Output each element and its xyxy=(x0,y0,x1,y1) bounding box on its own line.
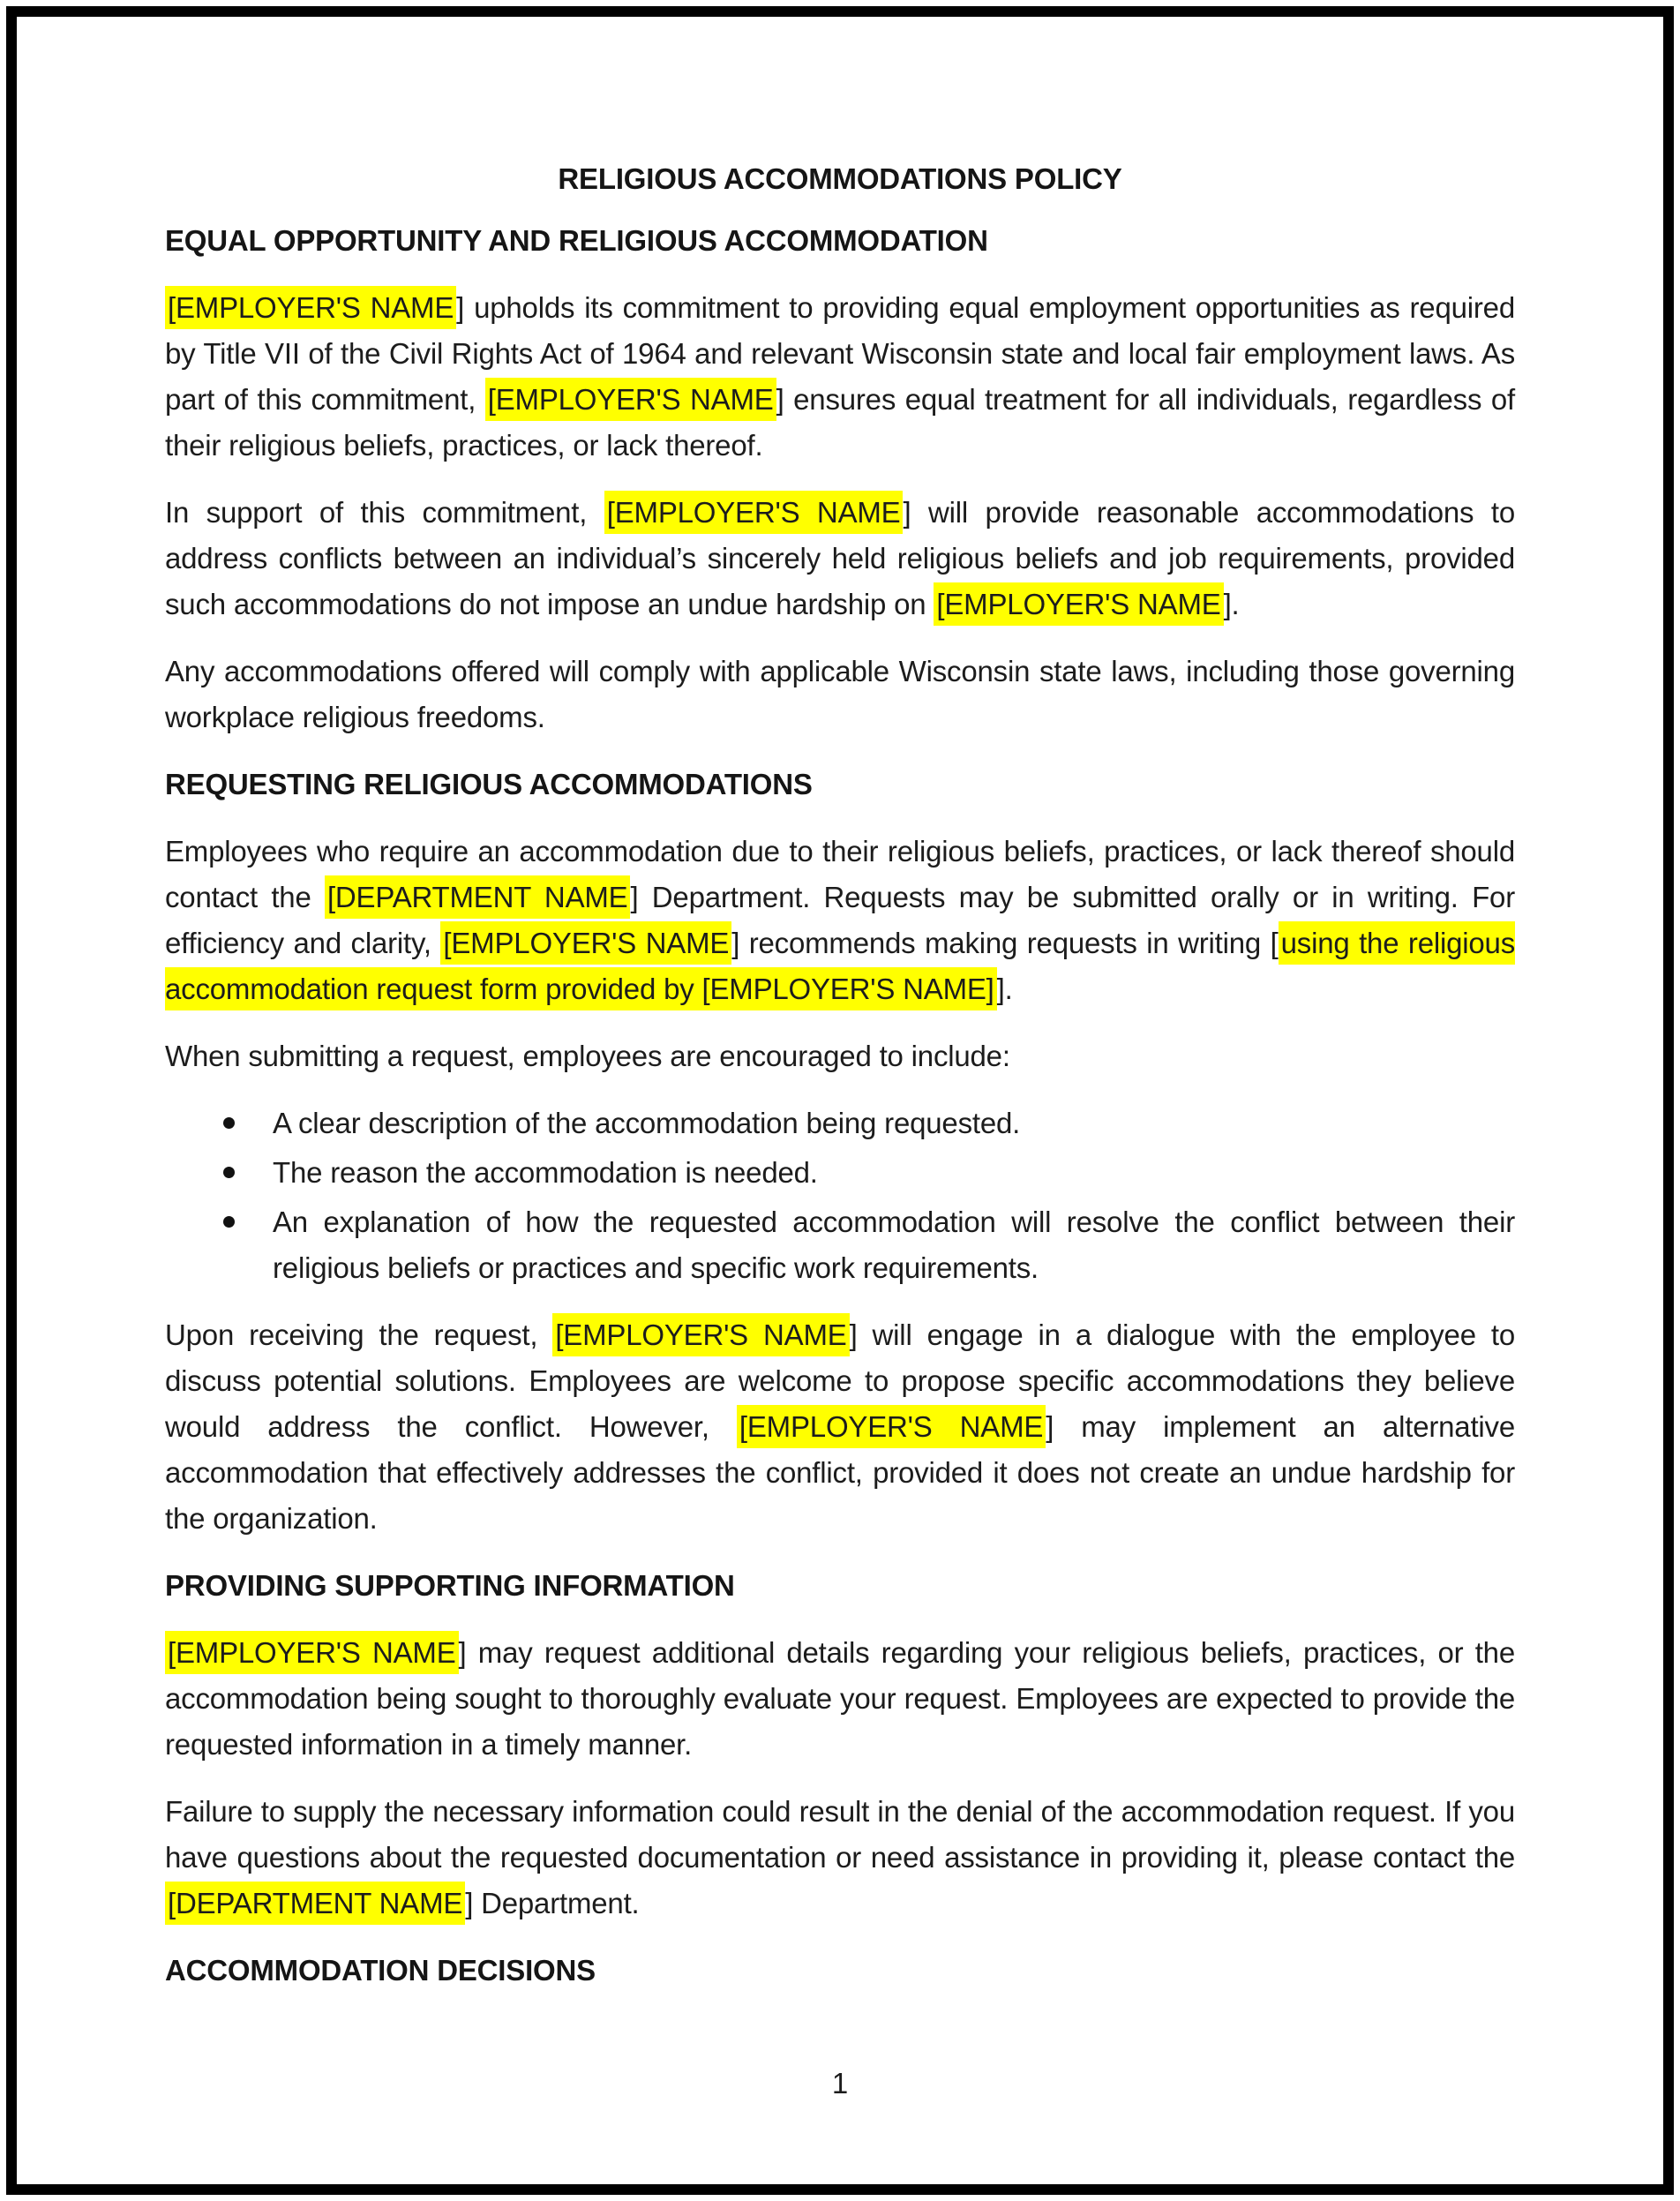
section-heading-accommodation-decisions: ACCOMMODATION DECISIONS xyxy=(165,1954,596,1987)
text-run: ]. xyxy=(1223,588,1240,620)
list-item-text: The reason the accommodation is needed. xyxy=(273,1156,818,1189)
list-item xyxy=(165,1100,1515,1146)
list-item-text: A clear description of the accommodation being requested. xyxy=(273,1107,1021,1139)
text-run: ] Department. Requests may be submitted orally or in writing. For efficiency and clarity, xyxy=(165,881,1515,959)
paragraph-how-to-request xyxy=(165,829,1515,1012)
text-run: ] will engage in a dialogue with the employee to discuss potential solutions. Employees are welcome to propose specific accommodations they believe would address the conflict. However, xyxy=(165,1318,1515,1443)
section-heading-providing-information: PROVIDING SUPPORTING INFORMATION xyxy=(165,1569,735,1602)
text-run: Employees who require an accommodation due to their religious beliefs, practices, or lack thereof should contact the xyxy=(165,835,1515,913)
text-run: ] upholds its commitment to providing equal employment opportunities as required by Title VII of the Civil Rights Act of 1964 and relevant Wisconsin state and local fair employment laws. As part of this commitment, xyxy=(165,291,1515,416)
paragraph-failure-to-supply xyxy=(165,1789,1515,1927)
text-run: ] may request additional details regarding your religious beliefs, practices, or the accommodation being sought to thoroughly evaluate your request. Employees are expected to provide the requested information in a timely manner. xyxy=(165,1636,1515,1761)
highlighted-placeholder: using the religious accommodation request form provided by [EMPLOYER'S NAME] xyxy=(165,921,1515,1010)
page-number: 1 xyxy=(831,2067,849,2100)
bullet-icon xyxy=(223,1216,235,1228)
section-heading-requesting-accommodations: REQUESTING RELIGIOUS ACCOMMODATIONS xyxy=(165,768,813,800)
paragraph-accommodation-support xyxy=(165,490,1515,627)
highlighted-placeholder: [EMPLOYER'S NAME xyxy=(604,491,904,534)
section-heading-equal-opportunity: EQUAL OPPORTUNITY AND RELIGIOUS ACCOMMODATION xyxy=(165,224,988,257)
paragraph-state-law-compliance: Any accommodations offered will comply with applicable Wisconsin state laws, including those governing workplace religious freedoms. xyxy=(165,655,1515,733)
paragraph-dialogue-process xyxy=(165,1312,1515,1542)
document-content xyxy=(17,17,1663,1994)
highlighted-placeholder: [EMPLOYER'S NAME xyxy=(440,921,731,965)
bullet-icon xyxy=(223,1117,235,1129)
paragraph-details-request xyxy=(165,1630,1515,1768)
highlighted-placeholder: [EMPLOYER'S NAME xyxy=(165,286,456,329)
text-run: ] may implement an alternative accommodation that effectively addresses the conflict, provided it does not create an undue hardship for the organization. xyxy=(165,1410,1515,1535)
text-run: Failure to supply the necessary information could result in the denial of the accommodation request. If you have questions about the requested documentation or need assistance in providing it, please contact the xyxy=(165,1795,1515,1874)
document-title: RELIGIOUS ACCOMMODATIONS POLICY xyxy=(558,162,1122,195)
highlighted-placeholder: [DEPARTMENT NAME xyxy=(325,875,631,919)
text-run: In support of this commitment, xyxy=(165,496,604,529)
request-contents-list xyxy=(165,1100,1515,1291)
list-item xyxy=(165,1150,1515,1196)
highlighted-placeholder: [EMPLOYER'S NAME xyxy=(934,582,1223,626)
highlighted-placeholder: [EMPLOYER'S NAME xyxy=(165,1631,459,1674)
list-item xyxy=(165,1199,1515,1291)
text-run: ] Department. xyxy=(465,1887,640,1919)
highlighted-placeholder: [EMPLOYER'S NAME xyxy=(737,1405,1046,1448)
paragraph-commitment-intro xyxy=(165,285,1515,469)
document-page xyxy=(6,6,1674,2195)
paragraph-include-intro: When submitting a request, employees are encouraged to include: xyxy=(165,1040,1010,1072)
text-run: ]. xyxy=(996,973,1013,1005)
text-run: Upon receiving the request, xyxy=(165,1318,553,1351)
highlighted-placeholder: [DEPARTMENT NAME xyxy=(165,1882,465,1925)
bullet-icon xyxy=(223,1167,235,1178)
text-run: ] will provide reasonable accommodations to address conflicts between an individual’s sincerely held religious beliefs and job requirements, provided such accommodations do not impose an undue hardship on xyxy=(165,496,1515,620)
highlighted-placeholder: [EMPLOYER'S NAME xyxy=(485,378,776,421)
text-run: ] recommends making requests in writing [ xyxy=(731,927,1279,959)
highlighted-placeholder: [EMPLOYER'S NAME xyxy=(552,1313,849,1356)
text-run: ] ensures equal treatment for all individuals, regardless of their religious beliefs, practices, or lack thereof. xyxy=(165,383,1515,462)
list-item-text: An explanation of how the requested accommodation will resolve the conflict between their religious beliefs or practices and specific work requirements. xyxy=(273,1206,1515,1284)
